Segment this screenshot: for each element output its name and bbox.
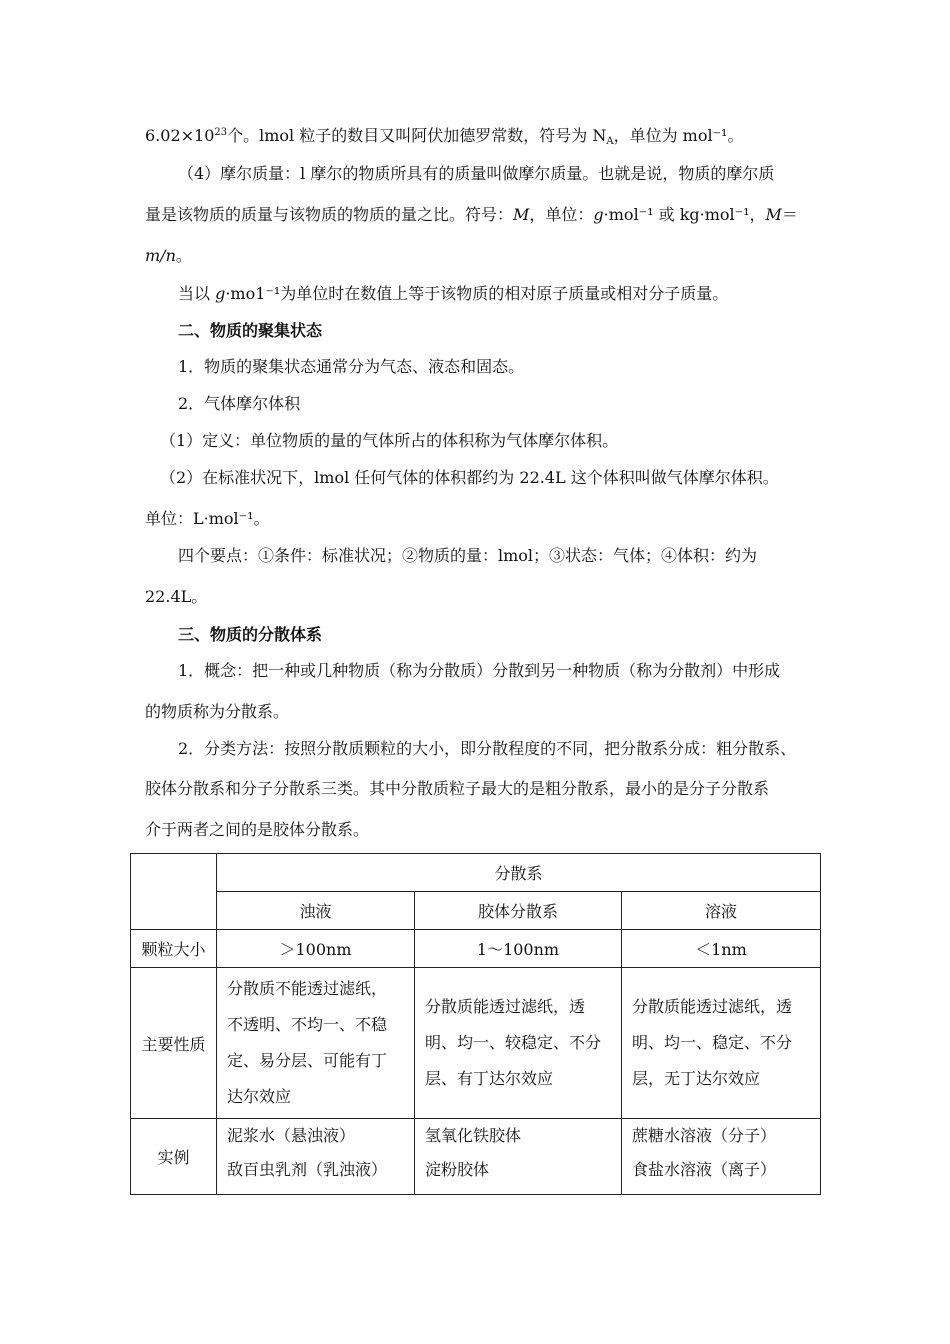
cell-line: 层，无丁达尔效应 (632, 1069, 761, 1088)
text-span: 个。lmol 粒子的数目又叫阿伏加德罗常数，符号为 N (227, 126, 607, 145)
cell-line: 氢氧化铁胶体 (425, 1126, 522, 1145)
paragraph-avogadro (145, 126, 743, 146)
table-row (131, 854, 821, 892)
text-span: ＝ (781, 205, 798, 224)
cell-line: 泥浆水（悬浊液） (227, 1126, 356, 1145)
table-col-header: 溶液 (622, 892, 821, 930)
paragraph-states: 1．物质的聚集状态通常分为气态、液态和固态。 (178, 357, 525, 376)
paragraph-classification-cont: 胶体分散系和分子分散系三类。其中分散质粒子最大的是粗分散系，最小的是分子分散系 (145, 779, 770, 798)
cell-line: 明、均一、较稳定、不分 (425, 1033, 602, 1052)
table-row-label: 颗粒大小 (131, 930, 217, 968)
table-cell: ＜1nm (622, 930, 821, 968)
paragraph-concept-cont: 的物质称为分散系。 (145, 702, 290, 721)
cell-line: 淀粉胶体 (425, 1160, 490, 1179)
text-span: 。 (175, 246, 192, 265)
cell-line: 食盐水溶液（离子） (632, 1160, 777, 1179)
table-row (131, 892, 821, 930)
superscript: 23 (214, 127, 228, 138)
paragraph-formula (145, 246, 192, 266)
text-span: 量是该物质的质量与该物质的物质的量之比。符号： (145, 205, 514, 224)
text-span: ·mo1⁻¹为单位时在数值上等于该物质的相对原子质量或相对分子质量。 (225, 284, 729, 303)
text-span: 当以 (178, 284, 216, 303)
italic-symbol: g (215, 284, 226, 303)
cell-line: 敌百虫乳剂（乳浊液） (227, 1160, 388, 1179)
paragraph-standard-conditions: （2）在标准状况下，lmol 任何气体的体积都约为 22.4L 这个体积叫做气体摩尔体积。 (160, 468, 779, 487)
section-heading-3: 三、物质的分散体系 (178, 625, 323, 644)
table-row (131, 968, 821, 1119)
table-row-label: 实例 (131, 1119, 217, 1195)
table-row (131, 1119, 821, 1195)
paragraph-classification-end: 介于两者之间的是胶体分散系。 (145, 820, 370, 839)
text-span: （4）摩尔质量：l 摩尔的物质所具有的质量叫做摩尔质量。也就是说，物质的摩尔质 (178, 164, 775, 183)
cell-line: 达尔效应 (227, 1087, 292, 1106)
table-row-label: 主要性质 (131, 968, 217, 1119)
subscript: A (606, 136, 614, 147)
section-heading-2: 二、物质的聚集状态 (178, 321, 323, 340)
table-row (131, 930, 821, 968)
paragraph-unit-note (178, 284, 728, 304)
text-span: ，单位： (529, 205, 594, 224)
text-span: ，单位为 mol⁻¹。 (613, 126, 744, 145)
paragraph-gas-molar-volume: 2．气体摩尔体积 (178, 394, 301, 413)
paragraph-definition: （1）定义：单位物质的量的气体所占的体积称为气体摩尔体积。 (160, 431, 619, 450)
cell-line: 蔗糖水溶液（分子） (632, 1126, 777, 1145)
paragraph-unit: 单位：L·mol⁻¹。 (145, 509, 270, 528)
italic-symbol: g (593, 205, 604, 224)
cell-line: 不透明、不均一、不稳 (227, 1015, 388, 1034)
table-cell (217, 968, 415, 1119)
table-cell (415, 968, 622, 1119)
cell-line: 定、易分层、可能有丁 (227, 1051, 388, 1070)
paragraph-molar-mass-cont (145, 205, 806, 225)
cell-line: 分散质能透过滤纸，透 (425, 997, 586, 1016)
table-cell: ＞100nm (217, 930, 415, 968)
table-cell (217, 1119, 415, 1195)
italic-symbol: M (513, 205, 530, 224)
table-cell (415, 1119, 622, 1195)
table-header-dispersion: 分散系 (217, 854, 821, 892)
cell-line: 分散质不能透过滤纸， (227, 979, 388, 998)
paragraph-four-points: 四个要点：①条件：标准状况；②物质的量：lmol；③状态：气体；④体积：约为 (178, 546, 758, 565)
table-col-header: 胶体分散系 (415, 892, 622, 930)
italic-formula: m/n (145, 246, 176, 265)
paragraph-molar-mass (178, 164, 806, 184)
text-span: 6.02×10 (145, 126, 215, 145)
table-col-header: 浊液 (217, 892, 415, 930)
paragraph-classification: 2．分类方法：按照分散质颗粒的大小，即分散程度的不同，把分散系分成：粗分散系、 (178, 739, 797, 758)
table-cell (622, 1119, 821, 1195)
dispersion-table (130, 853, 821, 1195)
italic-symbol: M (765, 205, 782, 224)
table-corner-cell (131, 854, 217, 930)
text-span: ·mol⁻¹ 或 kg·mol⁻¹， (603, 205, 766, 224)
table-cell (622, 968, 821, 1119)
paragraph-four-points-cont: 22.4L。 (145, 587, 208, 606)
cell-line: 层、有丁达尔效应 (425, 1069, 554, 1088)
cell-line: 分散质能透过滤纸，透 (632, 997, 793, 1016)
table-cell: 1～100nm (415, 930, 622, 968)
paragraph-concept: 1．概念：把一种或几种物质（称为分散质）分散到另一种物质（称为分散剂）中形成 (178, 661, 781, 680)
cell-line: 明、均一、稳定、不分 (632, 1033, 793, 1052)
